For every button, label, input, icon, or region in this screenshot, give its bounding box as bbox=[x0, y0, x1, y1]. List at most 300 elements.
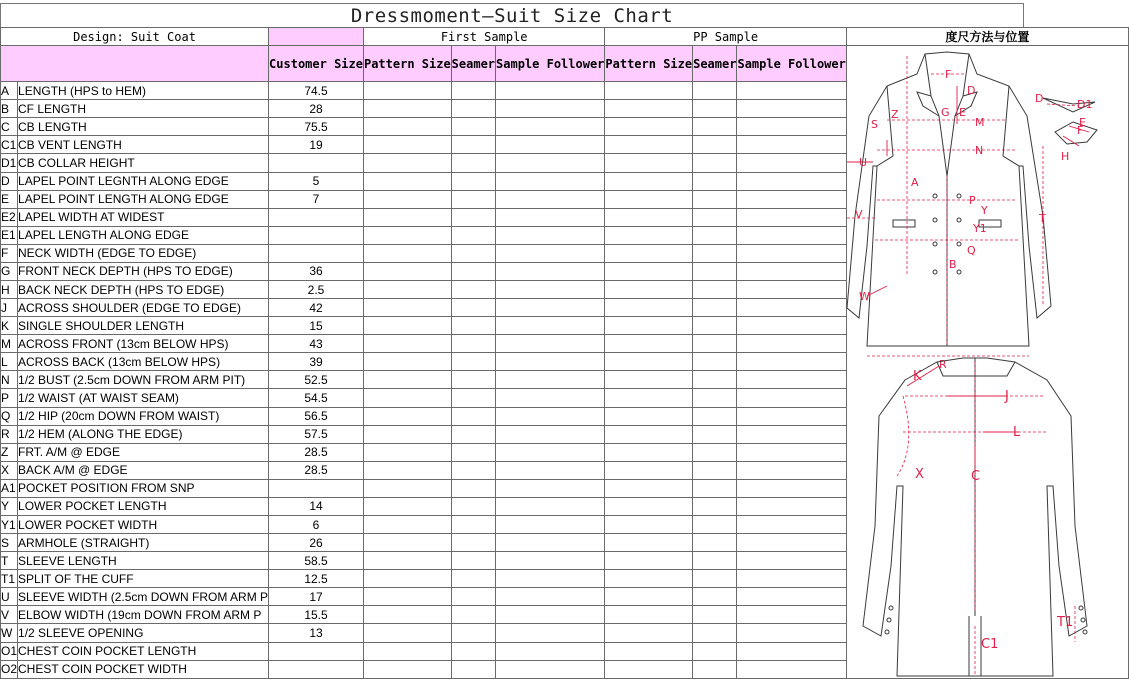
measurement-description: CB LENGTH bbox=[18, 118, 269, 136]
pp-pattern-size-cell bbox=[605, 371, 693, 389]
measurement-code: V bbox=[1, 606, 18, 624]
pp-pattern-size-cell bbox=[605, 262, 693, 280]
first-pattern-size-cell bbox=[363, 534, 451, 552]
first-pattern-size-cell bbox=[363, 190, 451, 208]
measurement-code: Z bbox=[1, 443, 18, 461]
first-sample-follower-cell bbox=[496, 226, 605, 244]
pp-seamer-cell bbox=[693, 516, 737, 534]
svg-text:Y: Y bbox=[980, 204, 988, 218]
measurement-code: D1 bbox=[1, 154, 18, 172]
measurement-description: LAPEL POINT LEGNTH ALONG EDGE bbox=[18, 172, 269, 190]
pp-seamer-cell bbox=[693, 280, 737, 298]
pp-sample-follower-cell bbox=[737, 534, 846, 552]
customer-size-header: Customer Size bbox=[269, 46, 364, 82]
first-pattern-size-cell bbox=[363, 299, 451, 317]
pp-pattern-size-cell bbox=[605, 226, 693, 244]
svg-text:X: X bbox=[914, 467, 924, 483]
measurement-description: 1/2 HIP (20cm DOWN FROM WAIST) bbox=[18, 407, 269, 425]
measurement-code: W bbox=[1, 624, 18, 642]
measurement-code: B bbox=[1, 100, 18, 118]
pp-sample-follower-cell bbox=[737, 389, 846, 407]
pp-sample-follower-cell bbox=[737, 82, 846, 100]
measurement-description: SINGLE SHOULDER LENGTH bbox=[18, 317, 269, 335]
first-seamer-cell bbox=[451, 642, 495, 660]
pp-sample-follower-cell bbox=[737, 516, 846, 534]
measurement-code: O2 bbox=[1, 660, 18, 678]
customer-size-value: 14 bbox=[269, 497, 364, 515]
first-sample-follower-cell bbox=[496, 244, 605, 262]
measurement-code: T1 bbox=[1, 570, 18, 588]
customer-size-value bbox=[269, 479, 364, 497]
svg-text:W: W bbox=[858, 290, 870, 304]
svg-text:U: U bbox=[858, 156, 867, 170]
svg-text:T: T bbox=[1038, 212, 1046, 226]
pp-sample-follower-cell bbox=[737, 497, 846, 515]
measurement-code: O1 bbox=[1, 642, 18, 660]
pp-seamer-cell bbox=[693, 479, 737, 497]
svg-text:Z: Z bbox=[890, 108, 899, 122]
svg-text:F: F bbox=[1076, 124, 1084, 138]
pp-sample-follower-cell bbox=[737, 552, 846, 570]
customer-size-value: 74.5 bbox=[269, 82, 364, 100]
pp-seamer-cell bbox=[693, 317, 737, 335]
pp-seamer-cell bbox=[693, 552, 737, 570]
first-seamer-cell bbox=[451, 82, 495, 100]
measurement-description: ACROSS BACK (13cm BELOW HPS) bbox=[18, 353, 269, 371]
pp-pattern-size-cell bbox=[605, 280, 693, 298]
pp-sample-follower-cell bbox=[737, 443, 846, 461]
measurement-code: F bbox=[1, 244, 18, 262]
first-pattern-size-cell bbox=[363, 244, 451, 262]
first-seamer-cell bbox=[451, 371, 495, 389]
first-seamer-header: Seamer bbox=[451, 46, 495, 82]
measurement-description: CB VENT LENGTH bbox=[18, 136, 269, 154]
pp-seamer-header: Seamer bbox=[693, 46, 737, 82]
measurement-code: A bbox=[1, 82, 18, 100]
first-seamer-cell bbox=[451, 226, 495, 244]
first-pattern-size-cell bbox=[363, 317, 451, 335]
customer-size-value: 54.5 bbox=[269, 389, 364, 407]
svg-text:Y1: Y1 bbox=[972, 222, 987, 236]
pp-pattern-size-cell bbox=[605, 317, 693, 335]
svg-text:V: V bbox=[854, 208, 863, 222]
first-pattern-size-cell bbox=[363, 226, 451, 244]
customer-size-value: 43 bbox=[269, 335, 364, 353]
measurement-description: FRONT NECK DEPTH (HPS TO EDGE) bbox=[18, 262, 269, 280]
measurement-code: P bbox=[1, 389, 18, 407]
first-seamer-cell bbox=[451, 262, 495, 280]
pp-seamer-cell bbox=[693, 262, 737, 280]
pp-pattern-size-cell bbox=[605, 479, 693, 497]
pp-sample-follower-cell bbox=[737, 479, 846, 497]
pp-sample-follower-cell bbox=[737, 190, 846, 208]
pp-pattern-size-cell bbox=[605, 172, 693, 190]
first-pattern-size-cell bbox=[363, 280, 451, 298]
customer-size-value bbox=[269, 226, 364, 244]
pp-sample-follower-cell bbox=[737, 371, 846, 389]
first-seamer-cell bbox=[451, 516, 495, 534]
pp-seamer-cell bbox=[693, 118, 737, 136]
first-pattern-size-cell bbox=[363, 407, 451, 425]
first-pattern-size-cell bbox=[363, 588, 451, 606]
measurement-code: S bbox=[1, 534, 18, 552]
pp-seamer-cell bbox=[693, 443, 737, 461]
size-chart-table bbox=[0, 27, 1129, 679]
pp-pattern-size-cell bbox=[605, 516, 693, 534]
first-seamer-cell bbox=[451, 208, 495, 226]
measurement-code: A1 bbox=[1, 479, 18, 497]
customer-size-value: 19 bbox=[269, 136, 364, 154]
pp-seamer-cell bbox=[693, 534, 737, 552]
pp-sample-follower-header: Sample Follower bbox=[737, 46, 846, 82]
measurement-description: SLEEVE WIDTH (2.5cm DOWN FROM ARM P bbox=[18, 588, 269, 606]
first-seamer-cell bbox=[451, 461, 495, 479]
pp-seamer-cell bbox=[693, 100, 737, 118]
svg-text:L: L bbox=[1012, 425, 1021, 441]
pp-seamer-cell bbox=[693, 335, 737, 353]
first-seamer-cell bbox=[451, 100, 495, 118]
pp-sample-follower-cell bbox=[737, 299, 846, 317]
measurement-code: T bbox=[1, 552, 18, 570]
pp-sample-follower-cell bbox=[737, 407, 846, 425]
pp-pattern-size-cell bbox=[605, 100, 693, 118]
first-sample-follower-cell bbox=[496, 516, 605, 534]
first-pattern-size-cell bbox=[363, 516, 451, 534]
customer-size-value: 28.5 bbox=[269, 443, 364, 461]
first-pattern-size-cell bbox=[363, 208, 451, 226]
pp-sample-follower-cell bbox=[737, 262, 846, 280]
pp-pattern-size-cell bbox=[605, 624, 693, 642]
measurement-description: BACK A/M @ EDGE bbox=[18, 461, 269, 479]
first-pattern-size-cell bbox=[363, 389, 451, 407]
measurement-description: ACROSS FRONT (13cm BELOW HPS) bbox=[18, 335, 269, 353]
measurement-code: L bbox=[1, 353, 18, 371]
chart-title: Dressmoment—Suit Size Chart bbox=[0, 3, 1024, 27]
svg-text:T1: T1 bbox=[1056, 615, 1074, 631]
measurement-code: Y bbox=[1, 497, 18, 515]
measurement-description: POCKET POSITION FROM SNP bbox=[18, 479, 269, 497]
measurement-description: ACROSS SHOULDER (EDGE TO EDGE) bbox=[18, 299, 269, 317]
customer-size-value: 57.5 bbox=[269, 425, 364, 443]
pp-seamer-cell bbox=[693, 226, 737, 244]
pp-sample-header: PP Sample bbox=[605, 28, 846, 46]
first-pattern-size-cell bbox=[363, 552, 451, 570]
first-seamer-cell bbox=[451, 299, 495, 317]
pp-pattern-size-cell bbox=[605, 335, 693, 353]
svg-text:J: J bbox=[1004, 389, 1009, 405]
first-sample-follower-cell bbox=[496, 624, 605, 642]
pp-seamer-cell bbox=[693, 407, 737, 425]
measurement-description: ARMHOLE (STRAIGHT) bbox=[18, 534, 269, 552]
svg-text:N: N bbox=[974, 144, 984, 158]
measurement-code: C bbox=[1, 118, 18, 136]
first-sample-follower-cell bbox=[496, 118, 605, 136]
customer-size-value: 75.5 bbox=[269, 118, 364, 136]
pp-seamer-cell bbox=[693, 461, 737, 479]
measurement-description: LOWER POCKET WIDTH bbox=[18, 516, 269, 534]
measurement-description: CF LENGTH bbox=[18, 100, 269, 118]
pp-pattern-size-cell bbox=[605, 118, 693, 136]
pp-seamer-cell bbox=[693, 299, 737, 317]
first-pattern-size-header: Pattern Size bbox=[363, 46, 451, 82]
first-sample-follower-cell bbox=[496, 335, 605, 353]
customer-size-value: 15.5 bbox=[269, 606, 364, 624]
pp-pattern-size-cell bbox=[605, 461, 693, 479]
first-seamer-cell bbox=[451, 588, 495, 606]
measurement-code: M bbox=[1, 335, 18, 353]
measurement-description: LAPEL LENGTH ALONG EDGE bbox=[18, 226, 269, 244]
measurement-code: E bbox=[1, 190, 18, 208]
pp-sample-follower-cell bbox=[737, 642, 846, 660]
pp-seamer-cell bbox=[693, 208, 737, 226]
first-sample-follower-cell bbox=[496, 534, 605, 552]
measurement-code: J bbox=[1, 299, 18, 317]
pp-sample-follower-cell bbox=[737, 570, 846, 588]
pp-sample-follower-cell bbox=[737, 353, 846, 371]
first-sample-follower-cell bbox=[496, 353, 605, 371]
first-sample-follower-cell bbox=[496, 660, 605, 678]
first-sample-follower-cell bbox=[496, 461, 605, 479]
pp-sample-follower-cell bbox=[737, 461, 846, 479]
pp-sample-follower-cell bbox=[737, 606, 846, 624]
first-seamer-cell bbox=[451, 172, 495, 190]
pp-sample-follower-cell bbox=[737, 172, 846, 190]
svg-text:D1: D1 bbox=[1076, 98, 1093, 112]
pp-pattern-size-cell bbox=[605, 190, 693, 208]
first-seamer-cell bbox=[451, 154, 495, 172]
first-seamer-cell bbox=[451, 497, 495, 515]
pp-sample-follower-cell bbox=[737, 660, 846, 678]
customer-size-value: 39 bbox=[269, 353, 364, 371]
pp-sample-follower-cell bbox=[737, 317, 846, 335]
first-pattern-size-cell bbox=[363, 371, 451, 389]
customer-size-value: 52.5 bbox=[269, 371, 364, 389]
customer-size-value bbox=[269, 642, 364, 660]
first-seamer-cell bbox=[451, 335, 495, 353]
measurement-description: LAPEL WIDTH AT WIDEST bbox=[18, 208, 269, 226]
first-sample-follower-cell bbox=[496, 136, 605, 154]
first-pattern-size-cell bbox=[363, 262, 451, 280]
pp-pattern-size-cell bbox=[605, 443, 693, 461]
svg-text:B: B bbox=[948, 258, 957, 272]
pp-sample-follower-cell bbox=[737, 208, 846, 226]
first-seamer-cell bbox=[451, 244, 495, 262]
pp-pattern-size-cell bbox=[605, 136, 693, 154]
pp-sample-follower-cell bbox=[737, 226, 846, 244]
svg-text:D: D bbox=[1034, 92, 1044, 106]
measurement-description: FRT. A/M @ EDGE bbox=[18, 443, 269, 461]
measurement-description: CHEST COIN POCKET WIDTH bbox=[18, 660, 269, 678]
pp-seamer-cell bbox=[693, 190, 737, 208]
first-sample-follower-cell bbox=[496, 208, 605, 226]
customer-size-value: 2.5 bbox=[269, 280, 364, 298]
measurement-description: SLEEVE LENGTH bbox=[18, 552, 269, 570]
pp-sample-follower-cell bbox=[737, 154, 846, 172]
first-sample-follower-cell bbox=[496, 443, 605, 461]
first-pattern-size-cell bbox=[363, 570, 451, 588]
first-sample-follower-cell bbox=[496, 172, 605, 190]
pp-seamer-cell bbox=[693, 136, 737, 154]
pp-pattern-size-cell bbox=[605, 642, 693, 660]
back-view-drawing bbox=[863, 358, 1087, 676]
pp-seamer-cell bbox=[693, 154, 737, 172]
first-sample-follower-cell bbox=[496, 82, 605, 100]
svg-text:R: R bbox=[938, 358, 947, 372]
measurement-description: ELBOW WIDTH (19cm DOWN FROM ARM P bbox=[18, 606, 269, 624]
measurement-code: Q bbox=[1, 407, 18, 425]
measurement-description: LAPEL POINT LENGTH ALONG EDGE bbox=[18, 190, 269, 208]
header-blank bbox=[269, 28, 364, 46]
pp-seamer-cell bbox=[693, 497, 737, 515]
measurement-description: SPLIT OF THE CUFF bbox=[18, 570, 269, 588]
pp-seamer-cell bbox=[693, 606, 737, 624]
first-sample-follower-cell bbox=[496, 371, 605, 389]
first-pattern-size-cell bbox=[363, 479, 451, 497]
first-sample-follower-cell bbox=[496, 299, 605, 317]
pp-pattern-size-cell bbox=[605, 299, 693, 317]
pp-seamer-cell bbox=[693, 353, 737, 371]
first-seamer-cell bbox=[451, 389, 495, 407]
first-pattern-size-cell bbox=[363, 443, 451, 461]
measurement-code: X bbox=[1, 461, 18, 479]
first-seamer-cell bbox=[451, 624, 495, 642]
pp-seamer-cell bbox=[693, 172, 737, 190]
pp-seamer-cell bbox=[693, 570, 737, 588]
first-pattern-size-cell bbox=[363, 624, 451, 642]
pp-seamer-cell bbox=[693, 588, 737, 606]
svg-text:E: E bbox=[1078, 116, 1086, 130]
pp-seamer-cell bbox=[693, 244, 737, 262]
first-seamer-cell bbox=[451, 190, 495, 208]
pp-seamer-cell bbox=[693, 425, 737, 443]
first-seamer-cell bbox=[451, 534, 495, 552]
first-sample-follower-cell bbox=[496, 154, 605, 172]
pp-pattern-size-cell bbox=[605, 660, 693, 678]
header-pink-bar bbox=[1, 46, 269, 82]
first-sample-follower-cell bbox=[496, 570, 605, 588]
first-pattern-size-cell bbox=[363, 660, 451, 678]
measurement-code: E1 bbox=[1, 226, 18, 244]
first-sample-follower-cell bbox=[496, 100, 605, 118]
first-seamer-cell bbox=[451, 353, 495, 371]
first-sample-follower-cell bbox=[496, 190, 605, 208]
customer-size-value: 7 bbox=[269, 190, 364, 208]
first-seamer-cell bbox=[451, 660, 495, 678]
measurement-code: K bbox=[1, 317, 18, 335]
first-pattern-size-cell bbox=[363, 118, 451, 136]
pp-seamer-cell bbox=[693, 389, 737, 407]
customer-size-value bbox=[269, 154, 364, 172]
first-sample-follower-cell bbox=[496, 425, 605, 443]
first-pattern-size-cell bbox=[363, 461, 451, 479]
pp-sample-follower-cell bbox=[737, 588, 846, 606]
svg-text:A: A bbox=[910, 176, 919, 190]
first-seamer-cell bbox=[451, 443, 495, 461]
customer-size-value: 58.5 bbox=[269, 552, 364, 570]
svg-text:C: C bbox=[970, 469, 980, 485]
first-sample-follower-cell bbox=[496, 280, 605, 298]
svg-text:D: D bbox=[966, 84, 976, 98]
pp-pattern-size-cell bbox=[605, 534, 693, 552]
first-seamer-cell bbox=[451, 136, 495, 154]
pp-pattern-size-cell bbox=[605, 244, 693, 262]
pp-pattern-size-cell bbox=[605, 570, 693, 588]
svg-text:M: M bbox=[974, 116, 985, 130]
first-sample-follower-cell bbox=[496, 606, 605, 624]
customer-size-value: 15 bbox=[269, 317, 364, 335]
pp-pattern-size-cell bbox=[605, 425, 693, 443]
first-seamer-cell bbox=[451, 479, 495, 497]
pp-sample-follower-cell bbox=[737, 136, 846, 154]
pp-seamer-cell bbox=[693, 660, 737, 678]
measurement-description: BACK NECK DEPTH (HPS TO EDGE) bbox=[18, 280, 269, 298]
pp-pattern-size-header: Pattern Size bbox=[605, 46, 693, 82]
measurement-description: 1/2 SLEEVE OPENING bbox=[18, 624, 269, 642]
first-seamer-cell bbox=[451, 118, 495, 136]
design-label: Design: Suit Coat bbox=[1, 28, 269, 46]
customer-size-value: 36 bbox=[269, 262, 364, 280]
first-pattern-size-cell bbox=[363, 172, 451, 190]
measurement-description: 1/2 WAIST (AT WAIST SEAM) bbox=[18, 389, 269, 407]
first-pattern-size-cell bbox=[363, 100, 451, 118]
pp-pattern-size-cell bbox=[605, 389, 693, 407]
pp-pattern-size-cell bbox=[605, 208, 693, 226]
customer-size-value bbox=[269, 660, 364, 678]
svg-text:Q: Q bbox=[966, 244, 976, 258]
svg-text:C1: C1 bbox=[980, 637, 999, 653]
svg-text:K: K bbox=[912, 369, 922, 385]
customer-size-value: 17 bbox=[269, 588, 364, 606]
customer-size-value: 5 bbox=[269, 172, 364, 190]
measurement-description: NECK WIDTH (EDGE TO EDGE) bbox=[18, 244, 269, 262]
first-seamer-cell bbox=[451, 407, 495, 425]
measurement-code: C1 bbox=[1, 136, 18, 154]
first-pattern-size-cell bbox=[363, 606, 451, 624]
first-seamer-cell bbox=[451, 280, 495, 298]
measurement-code: D bbox=[1, 172, 18, 190]
pp-sample-follower-cell bbox=[737, 244, 846, 262]
pp-sample-follower-cell bbox=[737, 100, 846, 118]
first-sample-header: First Sample bbox=[363, 28, 604, 46]
first-pattern-size-cell bbox=[363, 425, 451, 443]
measurement-description: CHEST COIN POCKET LENGTH bbox=[18, 642, 269, 660]
first-sample-follower-cell bbox=[496, 552, 605, 570]
customer-size-value: 56.5 bbox=[269, 407, 364, 425]
pp-pattern-size-cell bbox=[605, 154, 693, 172]
measurement-code: N bbox=[1, 371, 18, 389]
pp-pattern-size-cell bbox=[605, 552, 693, 570]
first-sample-follower-header: Sample Follower bbox=[496, 46, 605, 82]
customer-size-value bbox=[269, 208, 364, 226]
pp-seamer-cell bbox=[693, 82, 737, 100]
svg-text:E: E bbox=[958, 106, 966, 120]
pp-seamer-cell bbox=[693, 624, 737, 642]
pp-pattern-size-cell bbox=[605, 497, 693, 515]
measurement-code: U bbox=[1, 588, 18, 606]
first-seamer-cell bbox=[451, 317, 495, 335]
first-pattern-size-cell bbox=[363, 136, 451, 154]
measurement-description: 1/2 HEM (ALONG THE EDGE) bbox=[18, 425, 269, 443]
measurement-code: G bbox=[1, 262, 18, 280]
customer-size-value: 28.5 bbox=[269, 461, 364, 479]
customer-size-value: 42 bbox=[269, 299, 364, 317]
pp-pattern-size-cell bbox=[605, 606, 693, 624]
measurement-code: R bbox=[1, 425, 18, 443]
svg-text:P: P bbox=[968, 194, 976, 208]
first-seamer-cell bbox=[451, 425, 495, 443]
first-pattern-size-cell bbox=[363, 154, 451, 172]
measurement-description: LOWER POCKET LENGTH bbox=[18, 497, 269, 515]
